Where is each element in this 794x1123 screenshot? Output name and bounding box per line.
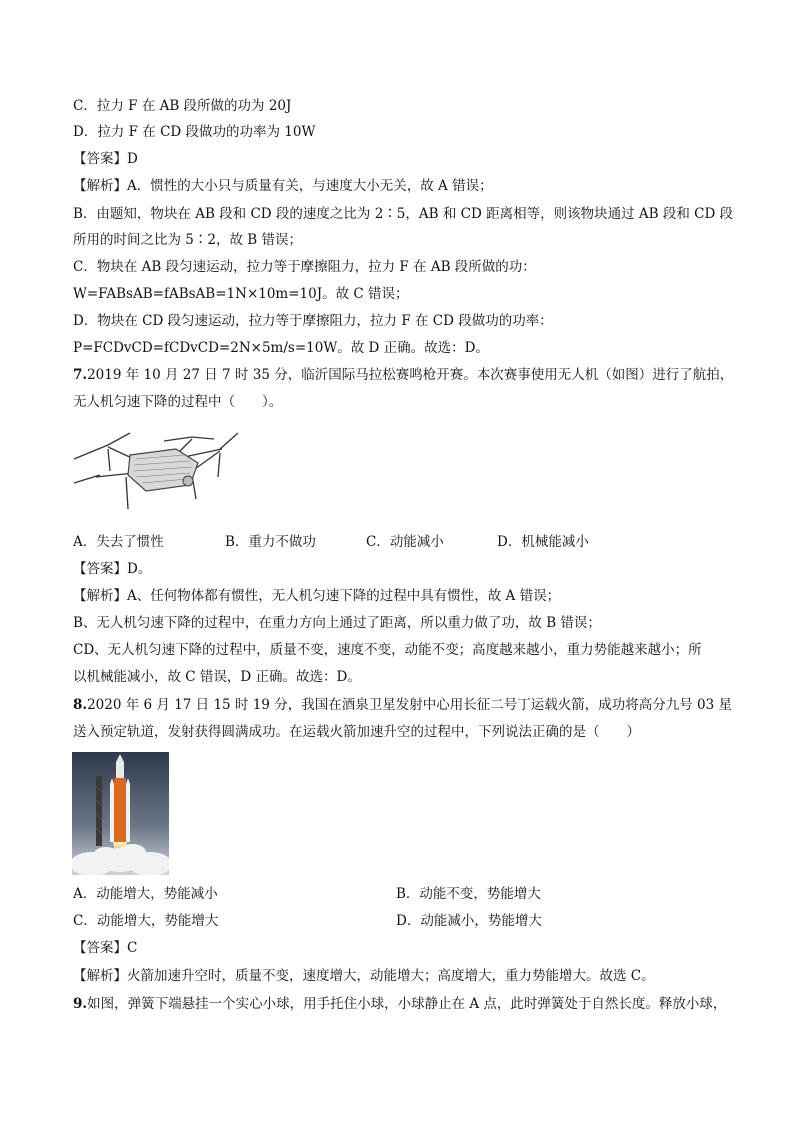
q8-stem — [73, 696, 732, 714]
q6-answer: 【答案】D — [73, 151, 138, 167]
q7-option-c: C．动能减小 — [366, 534, 444, 550]
q8-stem-text: 2020 年 6 月 17 日 15 时 19 分，我国在酒泉卫星发射中心用长征二号丁运载火箭，成功将高分九号 03 星 — [87, 697, 732, 713]
q8-option-a: A．动能增大，势能减小 — [73, 886, 218, 902]
q7-analysis-line: 【解析】A、任何物体都有惯性，无人机匀速下降的过程中具有惯性，故 A 错误； — [73, 588, 561, 604]
q7-stem-text: 2019 年 10 月 27 日 7 时 35 分，临沂国际马拉松赛鸣枪开赛。本次赛事使用无人机（如图）进行了航拍， — [87, 367, 734, 383]
drone-figure — [72, 425, 240, 513]
q6-analysis-line: C．物块在 AB 段匀速运动，拉力等于摩擦阻力，拉力 F 在 AB 段所做的功： — [73, 259, 536, 275]
q8-option-c: C．动能增大，势能增大 — [73, 913, 219, 929]
question-number: 8. — [73, 697, 88, 713]
q8-option-b: B．动能不变，势能增大 — [396, 886, 541, 902]
q6-analysis-line: D．物块在 CD 段匀速运动，拉力等于摩擦阻力，拉力 F 在 CD 段做功的功率： — [73, 313, 553, 329]
q6-analysis-line: B．由题知，物块在 AB 段和 CD 段的速度之比为 2∶5，AB 和 CD 距离相等，则该物块通过 AB 段和 CD 段 — [73, 206, 734, 222]
q6-option-d: D．拉力 F 在 CD 段做功的功率为 10W — [73, 124, 316, 140]
q7-option-d: D．机械能减小 — [497, 534, 589, 550]
q6-option-c: C．拉力 F 在 AB 段所做的功为 20J — [73, 98, 292, 114]
q6-analysis-line: 所用的时间之比为 5∶2，故 B 错误； — [73, 232, 302, 248]
q8-option-d: D．动能减小，势能增大 — [396, 913, 542, 929]
rocket-launch-figure — [72, 752, 169, 875]
q8-analysis: 【解析】火箭加速升空时，质量不变，速度增大，动能增大；高度增大，重力势能增大。故选 C。 — [73, 968, 655, 984]
q8-answer: 【答案】C — [73, 940, 138, 956]
q6-analysis-formula: P=FCDvCD=fCDvCD=2N×5m/s=10W。故 D 正确。故选：D。 — [73, 340, 489, 356]
question-number: 9. — [73, 996, 88, 1012]
q7-option-b: B．重力不做功 — [225, 534, 316, 550]
q7-stem — [73, 366, 733, 384]
q7-analysis-line: CD、无人机匀速下降的过程中，质量不变，速度不变，动能不变；高度越来越小，重力势能越来越小；所 — [73, 642, 702, 658]
q9-stem-text: 如图，弹簧下端悬挂一个实心小球，用手托住小球，小球静止在 A 点，此时弹簧处于自然长度。释放小球， — [87, 996, 727, 1012]
q6-analysis-formula: W=FABsAB=fABsAB=1N×10m=10J。故 C 错误； — [73, 286, 409, 302]
q9-stem — [73, 995, 726, 1013]
q7-stem-cont: 无人机匀速下降的过程中（ ）。 — [73, 394, 283, 410]
q7-analysis-line: 以机械能减小，故 C 错误，D 正确。故选：D。 — [73, 669, 361, 685]
q7-analysis-line: B、无人机匀速下降的过程中，在重力方向上通过了距离，所以重力做了功，故 B 错误； — [73, 615, 601, 631]
question-number: 7. — [73, 367, 88, 383]
q8-stem-cont: 送入预定轨道，发射获得圆满成功。在运载火箭加速升空的过程中，下列说法正确的是（ ） — [73, 724, 640, 740]
q7-answer: 【答案】D。 — [73, 561, 152, 577]
q7-option-a: A．失去了惯性 — [73, 534, 164, 550]
q6-analysis-line: 【解析】A．惯性的大小只与质量有关，与速度大小无关，故 A 错误； — [73, 178, 493, 194]
